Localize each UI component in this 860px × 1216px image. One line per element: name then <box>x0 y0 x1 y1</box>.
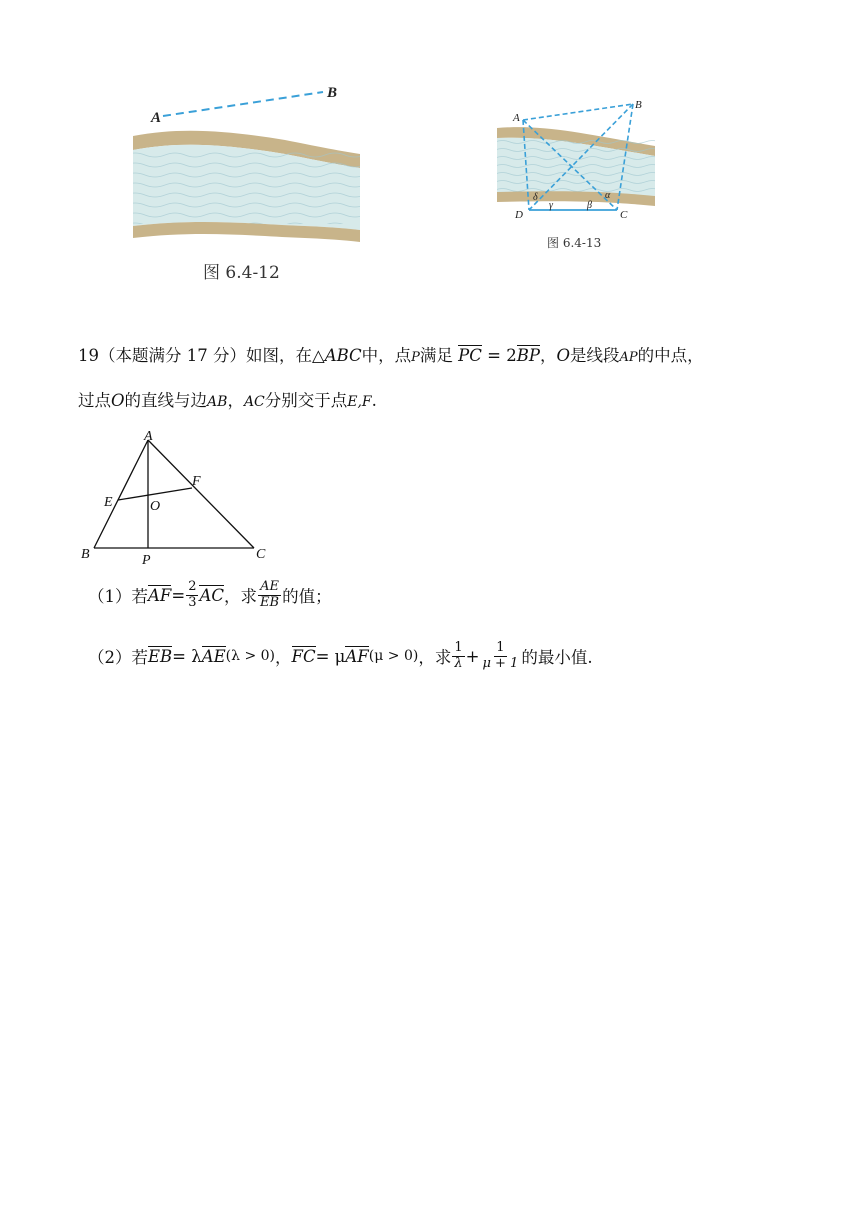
side-ab: AB <box>207 394 228 410</box>
problem-number: 19 <box>78 346 99 365</box>
text: ， <box>227 391 244 410</box>
segment-ab <box>523 104 633 120</box>
side-ab-line <box>94 440 148 548</box>
condition-mu: (μ > 0) <box>368 648 419 665</box>
label-c-2: C <box>620 209 628 221</box>
eq: = μ <box>315 646 346 666</box>
triangle-name: ABC <box>324 346 362 365</box>
condition-lambda: (λ > 0) <box>225 648 276 665</box>
fraction-one-over-lambda <box>452 641 464 672</box>
tri-label-b: B <box>81 547 90 562</box>
problem-points: （本题满分 17 分）如图，在△ <box>99 346 325 365</box>
tri-label-c: C <box>256 547 266 562</box>
vector-af: AF <box>345 647 369 667</box>
figure-6-4-13 <box>495 90 665 260</box>
side-ac-line <box>148 440 254 548</box>
figure-6-4-12 <box>125 70 375 290</box>
q1-prefix: （1）若 <box>88 587 148 607</box>
eq: = 2 <box>481 346 517 365</box>
point-p: P <box>411 350 420 365</box>
fraction-one-over-mu-plus-one <box>480 641 520 672</box>
label-a-2: A <box>513 112 520 124</box>
text: 分别交于点 <box>264 391 348 410</box>
angle-delta: δ <box>533 192 538 203</box>
text: 的直线与边 <box>124 391 208 410</box>
text: 中，点 <box>361 346 412 365</box>
frac-num: 1 <box>496 640 505 655</box>
triangle-figure <box>78 428 278 568</box>
dashed-line-ab <box>163 92 323 116</box>
tri-label-f: F <box>192 474 201 489</box>
vector-ae: AE <box>201 647 226 667</box>
q1-suffix: 的值； <box>282 587 332 607</box>
text: 是线段 <box>570 346 620 365</box>
question-2 <box>88 641 593 672</box>
vector-fc: FC <box>291 647 316 667</box>
figure-caption-2: 图 6.4-13 <box>547 236 602 250</box>
problem-line-2 <box>78 387 377 411</box>
side-ac: AC <box>243 394 265 410</box>
problem-line-1 <box>78 342 704 366</box>
tri-label-o: O <box>150 499 161 514</box>
figure-caption-1: 图 6.4-12 <box>203 263 280 283</box>
angle-beta: β <box>587 200 592 211</box>
question-1 <box>88 580 332 611</box>
frac-den: EB <box>260 594 280 610</box>
text: . <box>371 391 377 410</box>
q2-mid: ，求 <box>418 648 452 668</box>
fraction-two-thirds <box>186 580 198 611</box>
q2-prefix: （2）若 <box>88 648 148 668</box>
q2-suffix: 的最小值. <box>521 648 593 668</box>
text: 满足 <box>419 346 453 365</box>
fraction-ae-eb <box>258 580 281 611</box>
angle-alpha: α <box>605 190 611 201</box>
vector-bp: BP <box>516 346 540 365</box>
text: 过点 <box>78 391 111 410</box>
tri-label-e: E <box>104 495 113 510</box>
frac-den: 3 <box>188 594 197 610</box>
tri-label-a: A <box>144 429 153 444</box>
tri-label-p: P <box>142 553 151 568</box>
text: ， <box>539 346 557 365</box>
vector-af: AF <box>148 586 172 606</box>
point-o: O <box>111 391 125 410</box>
vector-eb: EB <box>148 647 173 667</box>
label-d-2: D <box>515 209 523 221</box>
vector-pc: PC <box>458 346 482 365</box>
river-figure-2 <box>495 90 665 230</box>
q1-mid: ，求 <box>224 587 258 607</box>
frac-num: AE <box>260 579 279 594</box>
frac-den: λ <box>454 655 463 671</box>
segment-ap: AP <box>619 350 638 365</box>
label-b: B <box>327 85 338 101</box>
frac-num: 2 <box>188 579 197 594</box>
text: 的中点， <box>637 346 704 365</box>
plus: + <box>465 646 480 666</box>
sep: ， <box>275 648 292 668</box>
river-figure-1 <box>125 70 375 290</box>
eq: = λ <box>172 646 202 666</box>
triangle-diagram <box>78 428 278 568</box>
frac-den: μ + 1 <box>482 655 519 671</box>
label-b-2: B <box>635 99 642 111</box>
point-o: O <box>556 346 570 365</box>
label-a: A <box>151 110 162 126</box>
vector-ac: AC <box>199 586 225 606</box>
angle-gamma: γ <box>549 200 553 211</box>
points-ef: E,F <box>347 394 372 410</box>
frac-num: 1 <box>454 640 463 655</box>
eq: = <box>171 585 186 605</box>
